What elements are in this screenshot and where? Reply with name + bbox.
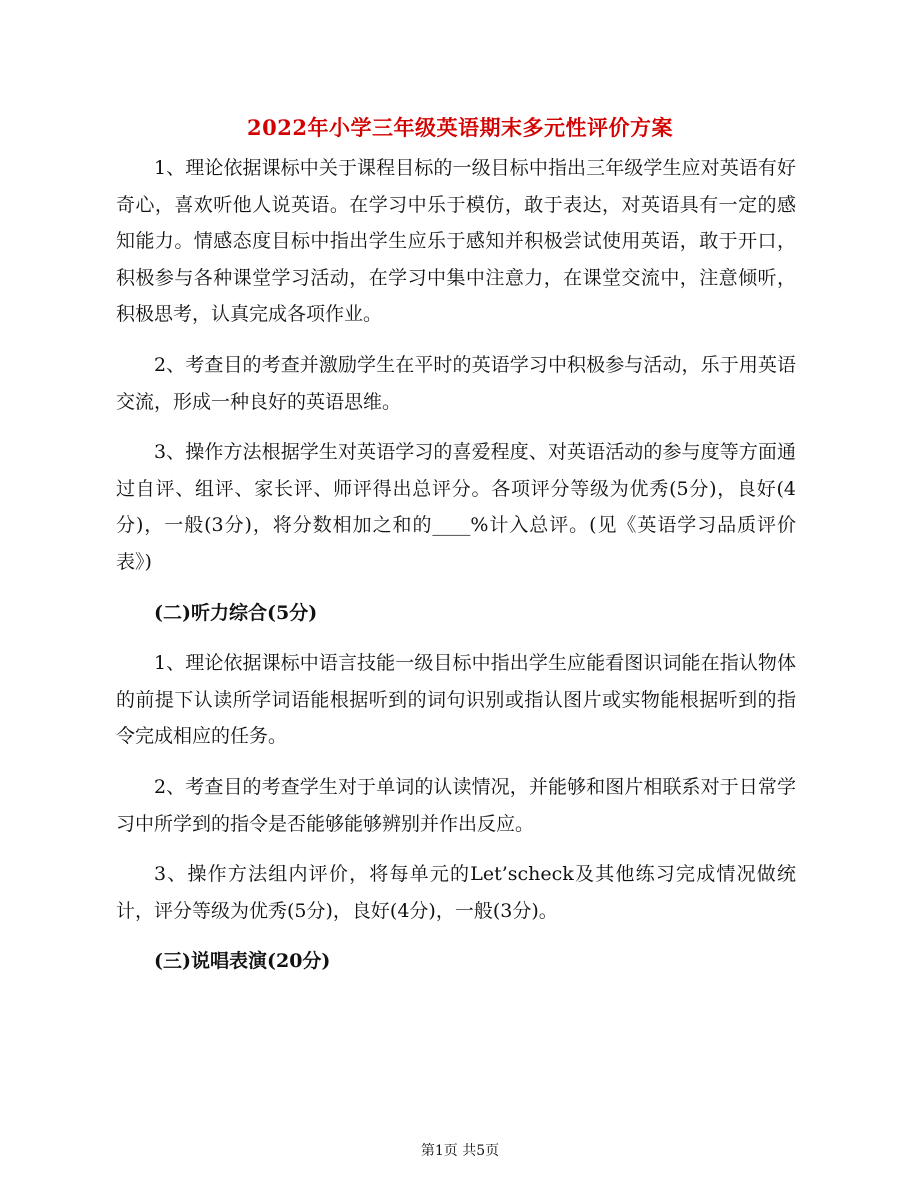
paragraph-1-2: 2、考查目的考查并激励学生在平时的英语学习中积极参与活动，乐于用英语交流，形成一种良好的英语思维。 bbox=[116, 353, 796, 413]
document-body bbox=[116, 150, 796, 994]
paragraph-1-3: 3、操作方法根据学生对英语学习的喜爱程度、对英语活动的参与度等方面通过自评、组评、家长评、师评得出总评分。各项评分等级为优秀(5分)，良好(4分)，一般(3分)，将分数相加之和的____%计入总评。(见《英语学习品质评价表》) bbox=[116, 441, 796, 573]
document-title: 2022年小学三年级英语期末多元性评价方案 bbox=[247, 115, 673, 140]
paragraph-2-3: 3、操作方法组内评价，将每单元的Let’scheck及其他练习完成情况做统计，评分等级为优秀(5分)，良好(4分)，一般(3分)。 bbox=[116, 863, 796, 922]
paragraph-2-2: 2、考查目的考查学生对于单词的认读情况，并能够和图片相联系对于日常学习中所学到的指令是否能够能够辨别并作出反应。 bbox=[116, 775, 796, 835]
page-footer: 第1页 共5页 bbox=[420, 1143, 500, 1159]
section-heading-listening: (二)听力综合(5分) bbox=[154, 601, 318, 624]
paragraph-1-1: 1、理论依据课标中关于课程目标的一级目标中指出三年级学生应对英语有好奇心，喜欢听他人说英语。在学习中乐于模仿，敢于表达，对英语具有一定的感知能力。情感态度目标中指出学生应乐于感知并积极尝试使用英语，敢于开口，积极参与各种课堂学习活动，在学习中集中注意力，在课堂交流中，注意倾听，积极思考，认真完成各项作业。 bbox=[116, 157, 796, 326]
paragraph-2-1: 1、理论依据课标中语言技能一级目标中指出学生应能看图识词能在指认物体的前提下认读所学词语能根据听到的词句识别或指认图片或实物能根据听到的指令完成相应的任务。 bbox=[116, 652, 796, 748]
section-heading-performance: (三)说唱表演(20分) bbox=[154, 950, 331, 973]
